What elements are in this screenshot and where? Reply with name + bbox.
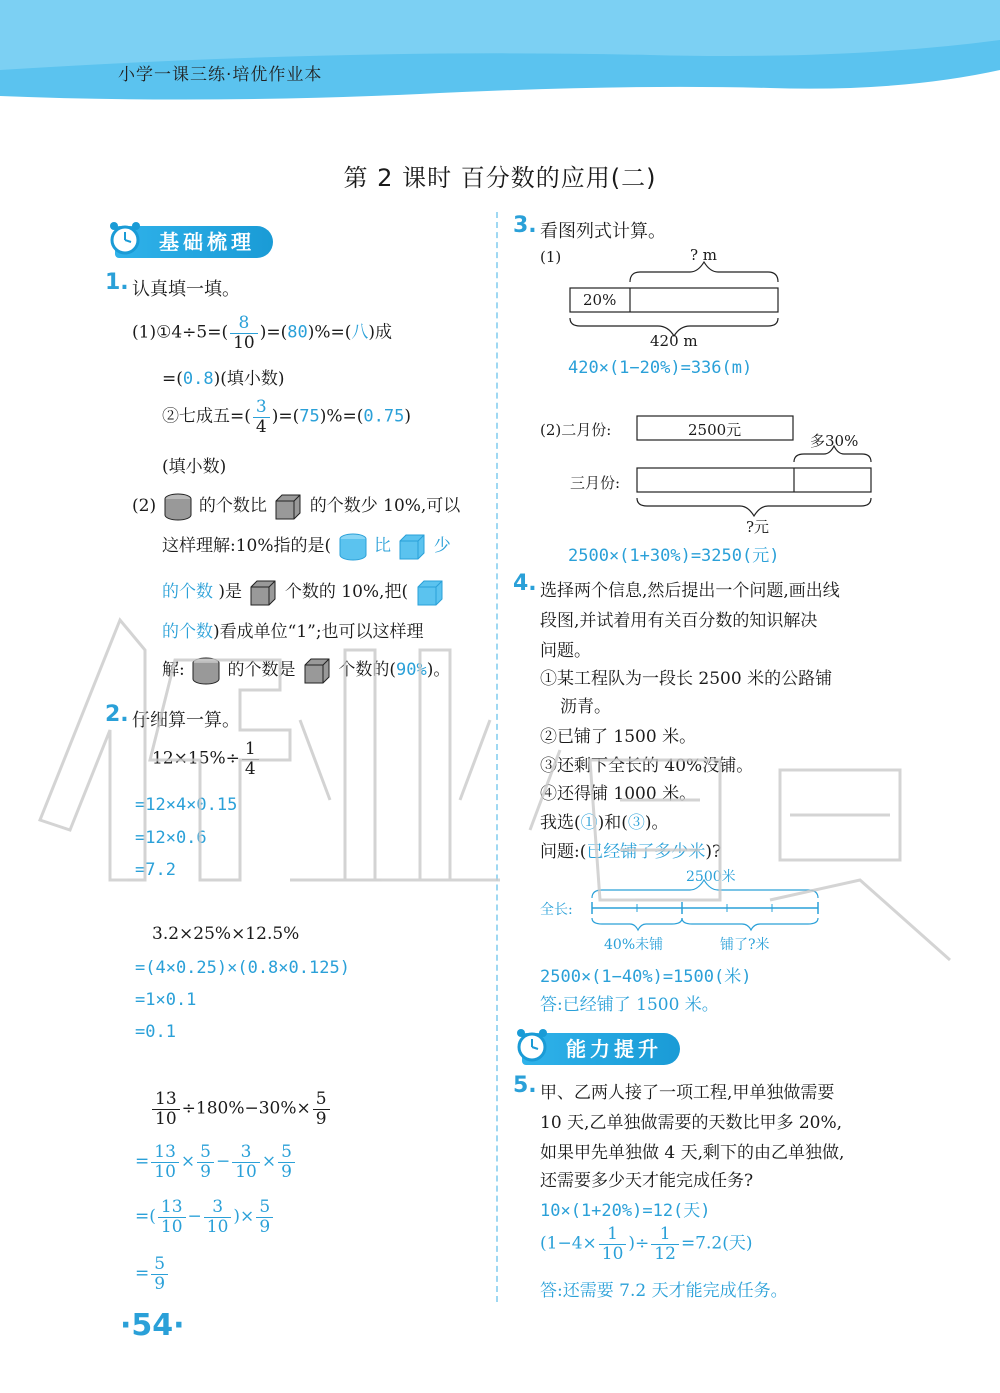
q1-line2	[162, 364, 285, 389]
cube-icon	[396, 531, 428, 563]
denominator: 9	[281, 1161, 292, 1182]
calc2-step3: =0.1	[135, 1022, 176, 1042]
answer: 比	[373, 536, 391, 556]
cylinder-icon	[337, 531, 369, 563]
fraction	[232, 1143, 260, 1181]
q3-mar-label: 三月份:	[570, 474, 621, 492]
calc3-expr	[150, 1090, 332, 1128]
fraction	[151, 1143, 179, 1181]
q4-diagram-full: 全长:	[540, 902, 573, 918]
numerator: 5	[151, 1255, 168, 1275]
section-badge-ability	[522, 1033, 680, 1065]
q4-line1: 选择两个信息,然后提出一个问题,画出线	[540, 581, 840, 601]
text: 个数的(	[338, 660, 396, 680]
q5-line1: 甲、乙两人接了一项工程,甲单独做需要	[540, 1083, 835, 1103]
answer: 0.8	[182, 369, 214, 389]
numerator: 3	[253, 398, 270, 418]
answer: 的个数	[162, 582, 213, 602]
calc3-step1: = $\frac{13}{10}$ × $\frac{5}{9}$ − $\frac{3}{10}$ × $\frac{5}{9}$	[135, 1143, 297, 1181]
q3-number: 3.	[513, 213, 537, 238]
alarm-clock-icon	[512, 1025, 552, 1065]
q1-line4: (填小数)	[162, 457, 227, 477]
numerator: 5	[197, 1143, 214, 1163]
answer: 90%	[396, 660, 427, 680]
fraction	[278, 1143, 295, 1181]
text: )?	[705, 842, 722, 862]
numerator: 1	[599, 1225, 627, 1245]
q4-line2: 段图,并试着用有关百分数的知识解决	[540, 611, 818, 631]
answer: 已经铺了多少米	[586, 842, 706, 862]
numerator: 8	[230, 314, 258, 334]
fraction	[204, 1198, 232, 1236]
denominator: 9	[259, 1216, 271, 1237]
cylinder-icon	[190, 655, 222, 687]
text: (2)	[132, 496, 157, 516]
q1-line1	[132, 314, 392, 352]
numerator: 5	[256, 1198, 273, 1218]
denominator: 9	[315, 1108, 327, 1129]
text: )%=(	[319, 406, 364, 427]
denominator: 10	[154, 1161, 176, 1182]
numerator: 13	[151, 1143, 179, 1163]
answer: 的个数	[162, 622, 213, 642]
numerator: 1	[242, 740, 259, 760]
q4-answer2: 答:已经铺了 1500 米。	[540, 995, 719, 1015]
q4-info1a: ①某工程队为一段长 2500 米的公路铺	[540, 669, 833, 689]
text: )÷	[628, 1233, 650, 1254]
q3-q-label: ?元	[746, 518, 770, 536]
fraction	[158, 1198, 186, 1236]
q4-diagram-left: 40%未铺	[604, 937, 664, 953]
answer: 80	[287, 322, 308, 343]
fraction	[599, 1225, 627, 1263]
numerator: 3	[232, 1143, 260, 1163]
numerator: 3	[204, 1198, 232, 1218]
calc3-step2	[135, 1198, 275, 1236]
q1-line7	[162, 576, 446, 609]
numerator: 5	[313, 1090, 330, 1110]
page-title: 第 2 课时 百分数的应用(二)	[343, 164, 657, 192]
text: )×	[233, 1206, 255, 1227]
text: ②七成五=(	[162, 406, 251, 427]
text: 的个数比	[198, 496, 267, 516]
fraction	[230, 314, 258, 352]
answer: 八	[351, 322, 369, 343]
q3-sub2: (2)二月份:	[540, 421, 612, 439]
header-band	[0, 0, 1000, 110]
denominator: 4	[255, 416, 267, 437]
numerator: 13	[158, 1198, 186, 1218]
q4-answer1: 2500×(1−40%)=1500(米)	[540, 967, 752, 987]
calc1-step1: =12×4×0.15	[135, 795, 238, 815]
q5-number: 5.	[513, 1073, 537, 1098]
text: )	[404, 406, 411, 427]
q3-seg-label: 20%	[583, 291, 617, 309]
q5-answer2	[540, 1225, 752, 1263]
column-divider	[496, 212, 498, 1302]
q5-answer3: 答:还需要 7.2 天才能完成任务。	[540, 1281, 788, 1301]
text: )=(	[271, 406, 300, 427]
q4-diagram-total: 2500米	[686, 869, 736, 885]
q3-bottom-label: 420 m	[650, 332, 698, 350]
text: )成	[368, 322, 393, 343]
text: )。	[426, 660, 451, 680]
cube-icon	[301, 655, 333, 687]
numerator: 5	[278, 1143, 295, 1163]
q2-title: 仔细算一算。	[132, 710, 240, 731]
text: 这样理解:10%指的是(	[162, 536, 332, 556]
fraction	[256, 1198, 273, 1236]
text: (1)①4÷5=(	[132, 322, 229, 343]
denominator: 10	[155, 1108, 177, 1129]
answer: ③	[627, 813, 645, 833]
denominator: 10	[235, 1161, 257, 1182]
q1-line5	[132, 490, 460, 523]
fraction	[253, 398, 270, 436]
text: 个数的 10%,把(	[284, 582, 409, 602]
answer: 75	[299, 406, 320, 427]
denominator: 9	[154, 1273, 166, 1294]
q5-line4: 还需要多少天才能完成任务?	[540, 1171, 754, 1191]
denominator: 10	[206, 1216, 229, 1237]
series-title: 小学一课三练·培优作业本	[118, 65, 323, 85]
fraction	[197, 1143, 214, 1181]
q1-line8	[162, 618, 424, 646]
q3-sub1: (1)	[540, 248, 562, 266]
text: 12×15%÷	[152, 748, 240, 769]
text: 的个数少 10%,可以	[309, 496, 461, 516]
text: (1−4×	[540, 1233, 597, 1254]
q1-line3	[162, 398, 411, 436]
q1-line9	[162, 654, 450, 687]
text: ×	[261, 1151, 277, 1172]
q5-line3: 如果甲先单独做 4 天,剩下的由乙单独做,	[540, 1143, 845, 1163]
fraction	[151, 1255, 168, 1293]
text: =7.2(天)	[680, 1233, 753, 1254]
denominator: 12	[654, 1243, 676, 1264]
q5-line2: 10 天,乙单独做需要的天数比甲多 20%,	[540, 1113, 843, 1133]
text: ×	[180, 1151, 196, 1172]
q4-diagram-done: 铺了?米	[720, 937, 770, 953]
q1-title: 认真填一填。	[132, 279, 240, 300]
calc3-step3: = $\frac{5}{9}$	[135, 1255, 170, 1293]
cube-icon	[414, 577, 446, 609]
alarm-clock-icon	[105, 218, 145, 258]
page-number: ·54·	[120, 1308, 185, 1343]
text: )和(	[597, 813, 628, 833]
calc1-expr	[152, 740, 261, 778]
calc2-expr: 3.2×25%×12.5%	[152, 924, 300, 944]
text: )是	[218, 582, 243, 602]
denominator: 9	[200, 1161, 211, 1182]
text: =(	[135, 1206, 156, 1227]
fraction	[242, 740, 259, 778]
q3-answer2: 2500×(1+30%)=3250(元)	[568, 546, 780, 566]
denominator: 10	[601, 1243, 624, 1264]
text: )=(	[259, 322, 288, 343]
numerator: 13	[152, 1090, 180, 1110]
q4-info2: ②已铺了 1500 米。	[540, 727, 697, 747]
text: )(填小数)	[213, 369, 285, 389]
cube-icon	[247, 577, 279, 609]
q4-question	[540, 837, 721, 862]
q4-info3: ③还剩下全长的 40%没铺。	[540, 756, 754, 776]
fraction	[313, 1090, 330, 1128]
denominator: 4	[244, 758, 256, 779]
q3-answer1: 420×(1−20%)=336(m)	[568, 358, 753, 378]
fraction	[651, 1225, 679, 1263]
q4-choose	[540, 808, 669, 833]
text: )。	[644, 813, 669, 833]
text: 解:	[162, 660, 185, 680]
q4-line3: 问题。	[540, 641, 591, 661]
fraction	[152, 1090, 180, 1128]
section-badge-basic	[115, 226, 273, 258]
section-ability-label: 能力提升	[566, 1037, 662, 1061]
text: ÷180%−30%×	[181, 1098, 311, 1119]
q4-info1b: 沥青。	[560, 697, 611, 717]
q3-more-label: 多30%	[810, 432, 859, 450]
text: −	[187, 1206, 202, 1227]
calc1-step2: =12×0.6	[135, 828, 207, 848]
q3-top-label: ? m	[690, 246, 718, 264]
calc2-step1: =(4×0.25)×(0.8×0.125)	[135, 958, 350, 978]
q3-title: 看图列式计算。	[540, 221, 666, 242]
cube-icon	[272, 491, 304, 523]
q4-number: 4.	[513, 571, 537, 596]
calc1-step3: =7.2	[135, 860, 176, 880]
text: =(	[162, 369, 183, 389]
numerator: 1	[651, 1225, 679, 1245]
q1-line6	[162, 530, 451, 563]
text: 的个数是	[227, 660, 296, 680]
q1-number: 1.	[105, 270, 129, 295]
text: )%=(	[307, 322, 352, 343]
answer: 少	[433, 536, 451, 556]
page-number-value: 54	[131, 1308, 174, 1343]
calc2-step2: =1×0.1	[135, 990, 197, 1010]
answer: ①	[580, 813, 598, 833]
q5-answer1: 10×(1+20%)=12(天)	[540, 1201, 711, 1221]
q4-info4: ④还得铺 1000 米。	[540, 784, 697, 804]
answer: 0.75	[363, 406, 405, 427]
denominator: 10	[160, 1216, 183, 1237]
text: −	[215, 1151, 231, 1172]
text: 问题:(	[540, 842, 587, 862]
q2-number: 2.	[105, 702, 129, 727]
text: 我选(	[540, 813, 581, 833]
q3-feb-value: 2500元	[688, 421, 742, 439]
denominator: 10	[233, 332, 255, 353]
cylinder-icon	[162, 491, 194, 523]
section-basic-label: 基础梳理	[159, 230, 255, 254]
text: )看成单位“1”;也可以这样理	[213, 622, 424, 642]
